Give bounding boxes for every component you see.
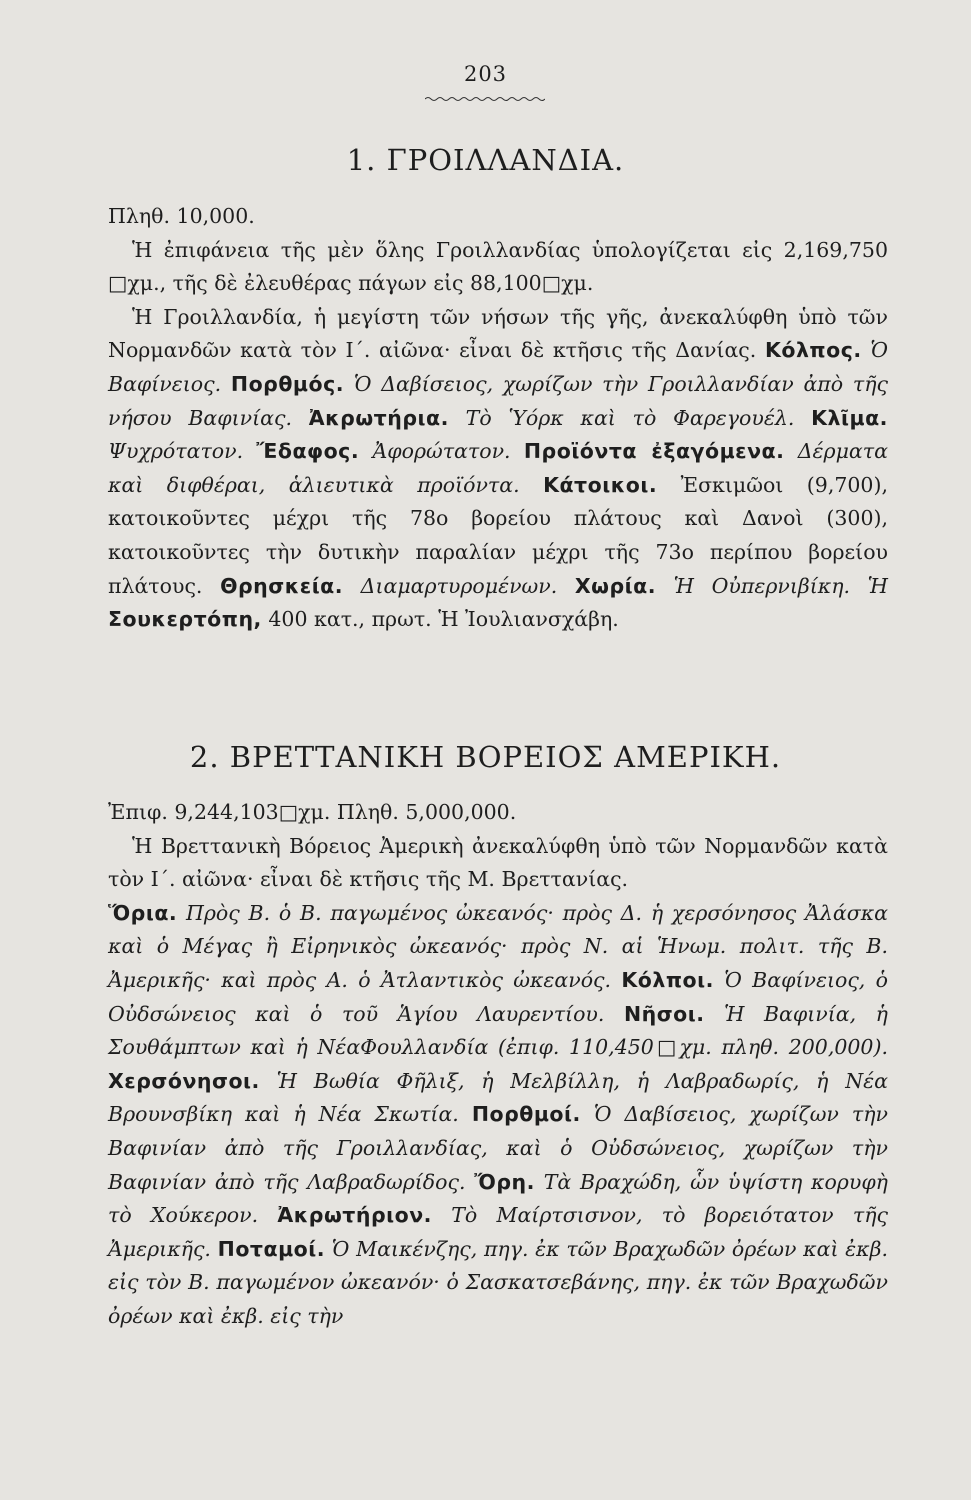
text-porthmos: Ὁ Δαβίσειος, χωρίζων τὴν Γροιλλανδίαν ἀπὸ τῆς νήσου Βαφινίας.: [108, 371, 888, 430]
paragraph-geography: [108, 897, 888, 1334]
text-proionta: Δέρματα καὶ διφθέραι, ἁλιευτικὰ προϊόντα.: [108, 439, 888, 497]
label-thriskeia: Θρησκεία.: [220, 573, 344, 598]
label-katoikoi: Κάτοικοι.: [543, 472, 658, 497]
label-nisoi: Νῆσοι.: [623, 1001, 705, 1026]
label-ori: Ὄρη.: [474, 1169, 535, 1194]
text-akrotiria: Τὸ Ὑόρκ καὶ τὸ Φαρεγουέλ.: [465, 405, 795, 430]
label-edafos: Ἔδαφος.: [256, 439, 360, 464]
text-oria: Πρὸς Β. ὁ Β. παγωμένος ὠκεανός· πρὸς Δ. ἡ χερσόνησος Ἀλάσκα καὶ ὁ Μέγας ἢ Εἰρηνικὸς ὠκεανός· πρὸς Ν. αἱ Ἡνωμ. πολιτ. τῆς Β. Ἀμερικῆς· καὶ πρὸς Α. ὁ Ἀτλαντικὸς ὠκεανός.: [108, 900, 888, 992]
paragraph-discovery: Ἡ Βρεττανικὴ Βόρειος Ἀμερικὴ ἀνεκαλύφθη ὑπὸ τῶν Νορμανδῶν κατὰ τὸν Ι΄. αἰῶνα· εἶναι δὲ κτῆσις τῆς Μ. Βρεττανίας.: [108, 833, 888, 892]
label-akrotirion: Ἀκρωτήριον.: [277, 1203, 432, 1228]
paragraph-area-population: Ἐπιφ. 9,244,103□χμ. Πληθ. 5,000,000.: [108, 800, 517, 824]
section-heading-british-north-america: 2. ΒΡΕΤΤΑΝΙΚΗ ΒΟΡΕΙΟΣ ΑΜΕΡΙΚΗ.: [189, 740, 782, 774]
paragraph-area: Ἡ ἐπιφάνεια τῆς μὲν ὅλης Γροιλλανδίας ὑπολογίζεται εἰς 2,169,750 □χμ., τῆς δὲ ἐλευθέρας πάγων εἰς 88,100□χμ.: [108, 237, 888, 296]
label-xersonisoi: Χερσόνησοι.: [108, 1068, 260, 1093]
text-kolpos: Ὁ Βαφίνειος.: [108, 338, 888, 396]
label-xoria: Χωρία.: [574, 573, 657, 598]
label-proionta: Προϊόντα ἐξαγόμενα.: [523, 439, 785, 464]
text-soukertopi: 400 κατ., πρωτ. Ἡ Ἰουλιανσχάβη.: [268, 607, 619, 632]
text-nisoi: Ἡ Βαφινία, ἡ Σουθάμπτων καὶ ἡ ΝέαΦουλλανδία (ἐπιφ. 110,450□χμ. πληθ. 200,000).: [108, 1001, 888, 1060]
label-klima: Κλῖμα.: [811, 405, 888, 430]
text-porthmoi: Ὁ Δαβίσειος, χωρίζων τὴν Βαφινίαν ἀπὸ τῆς Γροιλλανδίας, καὶ ὁ Οὐδσώνειος, χωρίζων τὴν Βαφινίαν ἀπὸ τῆς Λαβραδωρίδος.: [108, 1102, 888, 1194]
decorative-wavy-rule: [425, 96, 545, 102]
label-soukertopi: Σουκερτόπη,: [108, 607, 262, 632]
text-akrotirion: Τὸ Μαίρτσισνον, τὸ βορειότατον τῆς Ἀμερικῆς.: [108, 1203, 888, 1261]
label-kolpos: Κόλπος.: [764, 338, 862, 363]
text-ori: Τὰ Βραχώδη, ὧν ὑψίστη κορυφὴ τὸ Χούκερον.: [108, 1169, 888, 1228]
paragraph-population: Πληθ. 10,000.: [108, 204, 255, 228]
section-heading-greenland: 1. ΓΡΟΙΛΛΑΝΔΙΑ.: [346, 143, 625, 177]
text-thriskeia: Διαμαρτυρομένων.: [360, 573, 558, 598]
text-potamoi: Ὁ Μαικένζης, πηγ. ἐκ τῶν Βραχωδῶν ὀρέων καὶ ἐκβ. εἰς τὸν Β. παγωμένον ὠκεανόν· ὁ Σασκατσεβάνης, πηγ. ἐκ τῶν Βραχωδῶν ὀρέων καὶ ἐκβ. εἰς τὴν: [108, 1236, 888, 1328]
text-edafos: Ἀφορώτατον.: [372, 439, 511, 464]
label-akrotiria: Ἀκρωτήρια.: [308, 405, 449, 430]
text-xersonisoi: Ἡ Βωθία Φῆλιξ, ἡ Μελβίλλη, ἡ Λαβραδωρίς, ἡ Νέα Βρουνσβίκη καὶ ἡ Νέα Σκωτία.: [108, 1068, 888, 1127]
label-kolpoi: Κόλποι.: [621, 967, 714, 992]
text-kolpoi: Ὁ Βαφίνειος, ὁ Οὐδσώνειος καὶ ὁ τοῦ Ἁγίου Λαυρεντίου.: [108, 967, 888, 1026]
text-klima: Ψυχρότατον.: [108, 439, 244, 464]
label-porthmos: Πορθμός.: [230, 371, 345, 396]
label-potamoi: Ποταμοί.: [217, 1236, 326, 1261]
page-number: 203: [463, 62, 508, 86]
paragraph-discovery: [108, 301, 888, 637]
label-oria: Ὅρια.: [108, 900, 178, 925]
text-xoria: Ἡ Οὐπερνιβίκη. Ἡ: [673, 573, 888, 598]
discovery-text: Ἡ Γροιλλανδία, ἡ μεγίστη τῶν νήσων τῆς γῆς, ἀνεκαλύφθη ὑπὸ τῶν Νορμανδῶν κατὰ τὸν Ι΄. αἰῶνα· εἶναι δὲ κτῆσις τῆς Δανίας.: [108, 304, 888, 363]
text-katoikoi: Ἐσκιμῶοι (9,700), κατοικοῦντες μέχρι τῆς 78ο βορείου πλάτους καὶ Δανοὶ (300), κατοικοῦντες τὴν δυτικὴν παραλίαν μέχρι τῆς 73ο περίπου βορείου πλάτους.: [108, 472, 888, 598]
section-body-greenland: [108, 200, 888, 637]
section-body-british-north-america: [108, 796, 888, 1334]
label-porthmoi: Πορθμοί.: [471, 1102, 581, 1127]
